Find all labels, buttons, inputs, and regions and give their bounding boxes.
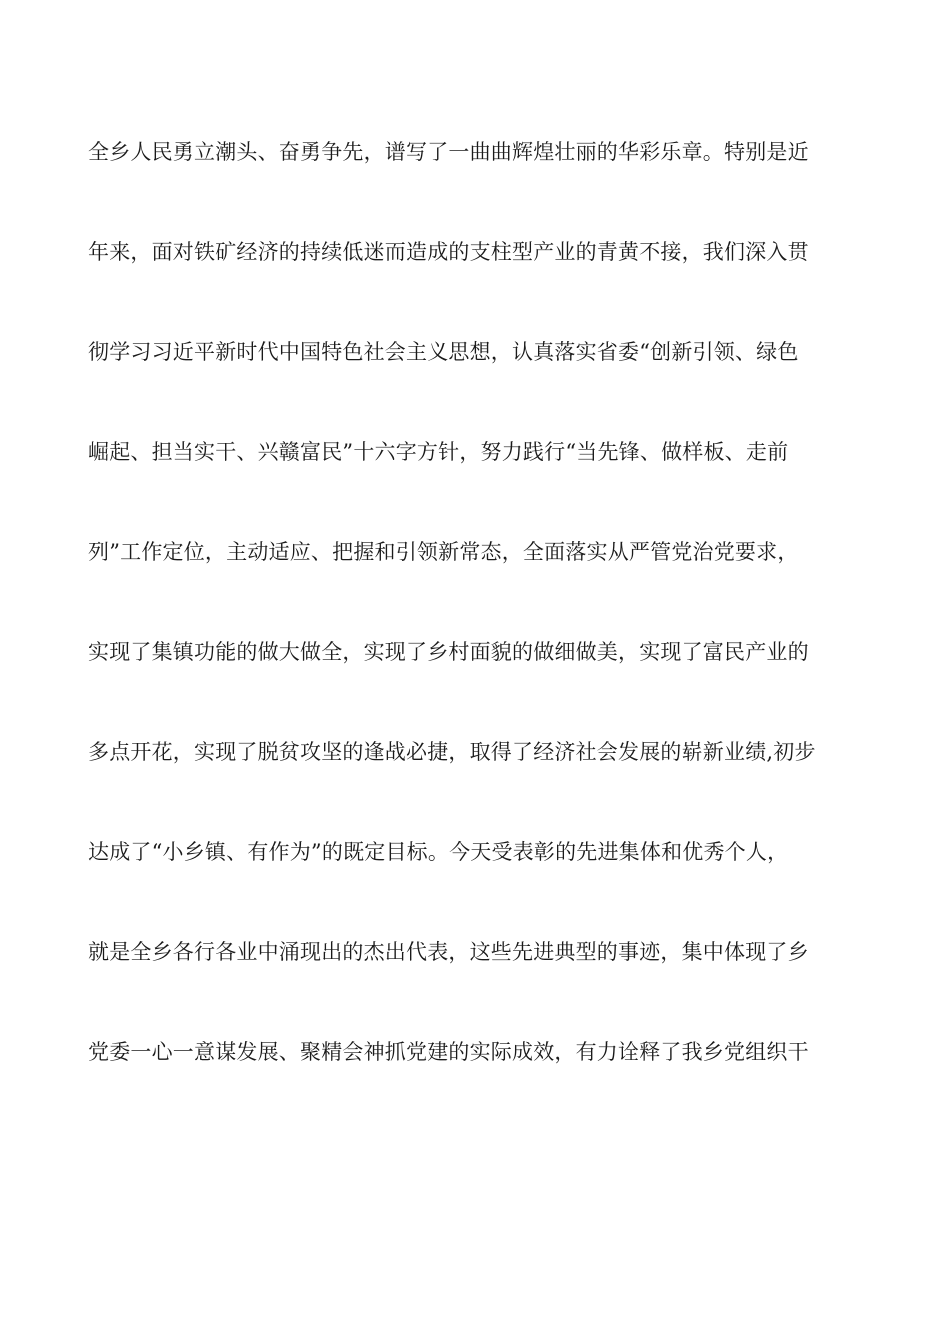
text-line: 就是全乡各行各业中涌现出的杰出代表，这些先进典型的事迹，集中体现了乡 xyxy=(88,940,809,964)
text-line: 年来，面对铁矿经济的持续低迷而造成的支柱型产业的青黄不接，我们深入贯 xyxy=(88,240,809,264)
text-line: 实现了集镇功能的做大做全，实现了乡村面貌的做细做美，实现了富民产业的 xyxy=(88,640,809,664)
body-paragraph xyxy=(88,134,878,1134)
text-line: 党委一心一意谋发展、聚精会神抓党建的实际成效，有力诠释了我乡党组织干 xyxy=(88,1040,809,1064)
text-line: 彻学习习近平新时代中国特色社会主义思想，认真落实省委“创新引领、绿色 xyxy=(88,340,799,364)
text-line: 达成了“小乡镇、有作为”的既定目标。今天受表彰的先进集体和优秀个人， xyxy=(88,840,789,864)
text-line: 列”工作定位，主动适应、把握和引领新常态，全面落实从严管党治党要求， xyxy=(88,540,799,564)
text-line: 崛起、担当实干、兴赣富民”十六字方针，努力践行“当先锋、做样板、走前 xyxy=(88,440,789,464)
text-line: 全乡人民勇立潮头、奋勇争先，谱写了一曲曲辉煌壮丽的华彩乐章。特别是近 xyxy=(88,140,809,164)
text-line: 多点开花，实现了脱贫攻坚的逢战必捷，取得了经济社会发展的崭新业绩,初步 xyxy=(88,740,816,764)
